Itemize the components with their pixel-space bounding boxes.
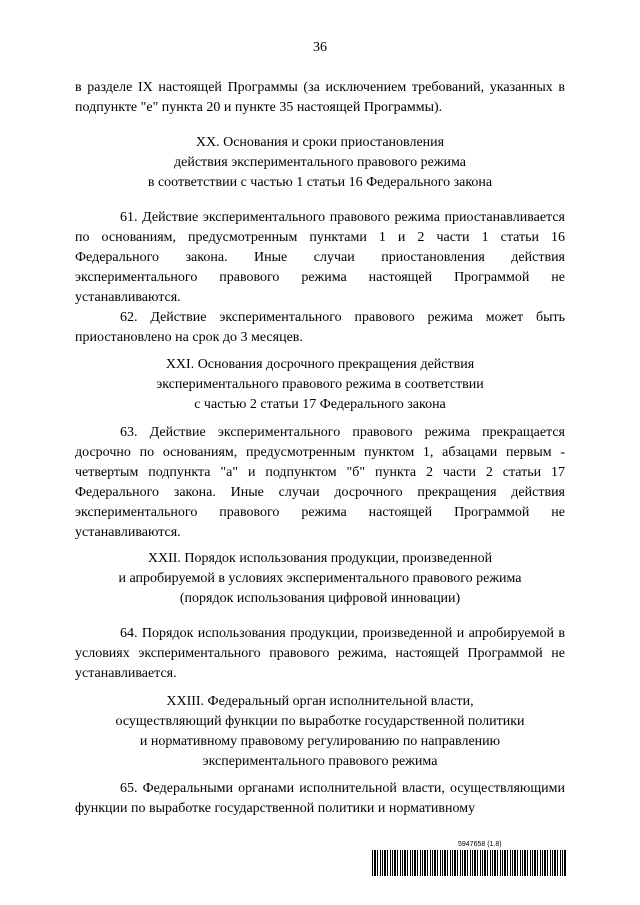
paragraph-63: 63. Действие экспериментального правового режима прекращается досрочно по основаниям, предусмотренным пунктом 1, абзацами первым - четвертым подпункта "а" и подпунктом "б" пункта 2 части 2 статьи 17 Федерального закона. Иные случаи досрочного прекращения действия экспериментального правового режима настоящей Программой не устанавливаются.: [75, 425, 565, 540]
barcode-number: 5947658 (1.8): [458, 841, 502, 848]
section-heading-line: XXIII. Федеральный орган исполнительной власти,: [166, 694, 474, 709]
section-heading-line: экспериментального правового режима в соответствии: [156, 377, 484, 392]
section-heading-line: в соответствии с частью 1 статьи 16 Федерального закона: [147, 175, 493, 190]
paragraph-64: 64. Порядок использования продукции, произведенной и апробируемой в условиях экспериментального правового режима, настоящей Программой не устанавливается.: [75, 626, 565, 681]
section-xxii-heading: [75, 549, 565, 609]
section-xx-body: [75, 208, 565, 348]
section-xx-heading: [75, 133, 565, 193]
section-heading-line: XXI. Основания досрочного прекращения действия: [165, 357, 475, 372]
section-xxiii-heading: [75, 692, 565, 772]
paragraph-62: 62. Действие экспериментального правового режима может быть приостановлено на срок до 3 месяцев.: [75, 310, 565, 345]
section-heading-line: и апробируемой в условиях экспериментального правового режима: [118, 571, 522, 586]
section-heading-line: XXII. Порядок использования продукции, произведенной: [147, 551, 493, 566]
section-heading-line: осуществляющий функции по выработке государственной политики: [115, 714, 525, 729]
section-xxi-body: [75, 423, 565, 543]
intro-block: [75, 78, 565, 118]
section-heading-line: и нормативному правовому регулированию по направлению: [139, 734, 501, 749]
section-heading-line: с частью 2 статьи 17 Федерального закона: [194, 397, 446, 412]
paragraph-65: 65. Федеральными органами исполнительной власти, осуществляющими функции по выработке государственной политики и нормативному: [75, 781, 565, 816]
page-number: 36: [313, 40, 327, 55]
section-heading-line: XX. Основания и сроки приостановления: [195, 135, 445, 150]
section-xxiii-body: [75, 779, 565, 819]
section-heading-line: действия экспериментального правового режима: [173, 155, 466, 170]
barcode-image: [372, 850, 566, 876]
section-xxii-body: [75, 624, 565, 684]
intro-paragraph: в разделе IX настоящей Программы (за исключением требований, указанных в подпункте "е" пункта 20 и пункте 35 настоящей Программы).: [75, 80, 565, 115]
section-heading-line: (порядок использования цифровой инновации): [179, 591, 461, 606]
paragraph-61: 61. Действие экспериментального правового режима приостанавливается по основаниям, предусмотренным пунктами 1 и 2 части 1 статьи 16 Федерального закона. Иные случаи приостановления действия экспериментального правового режима настоящей Программой не устанавливаются.: [75, 210, 565, 305]
section-xxi-heading: [75, 355, 565, 415]
section-heading-line: экспериментального правового режима: [202, 754, 438, 769]
